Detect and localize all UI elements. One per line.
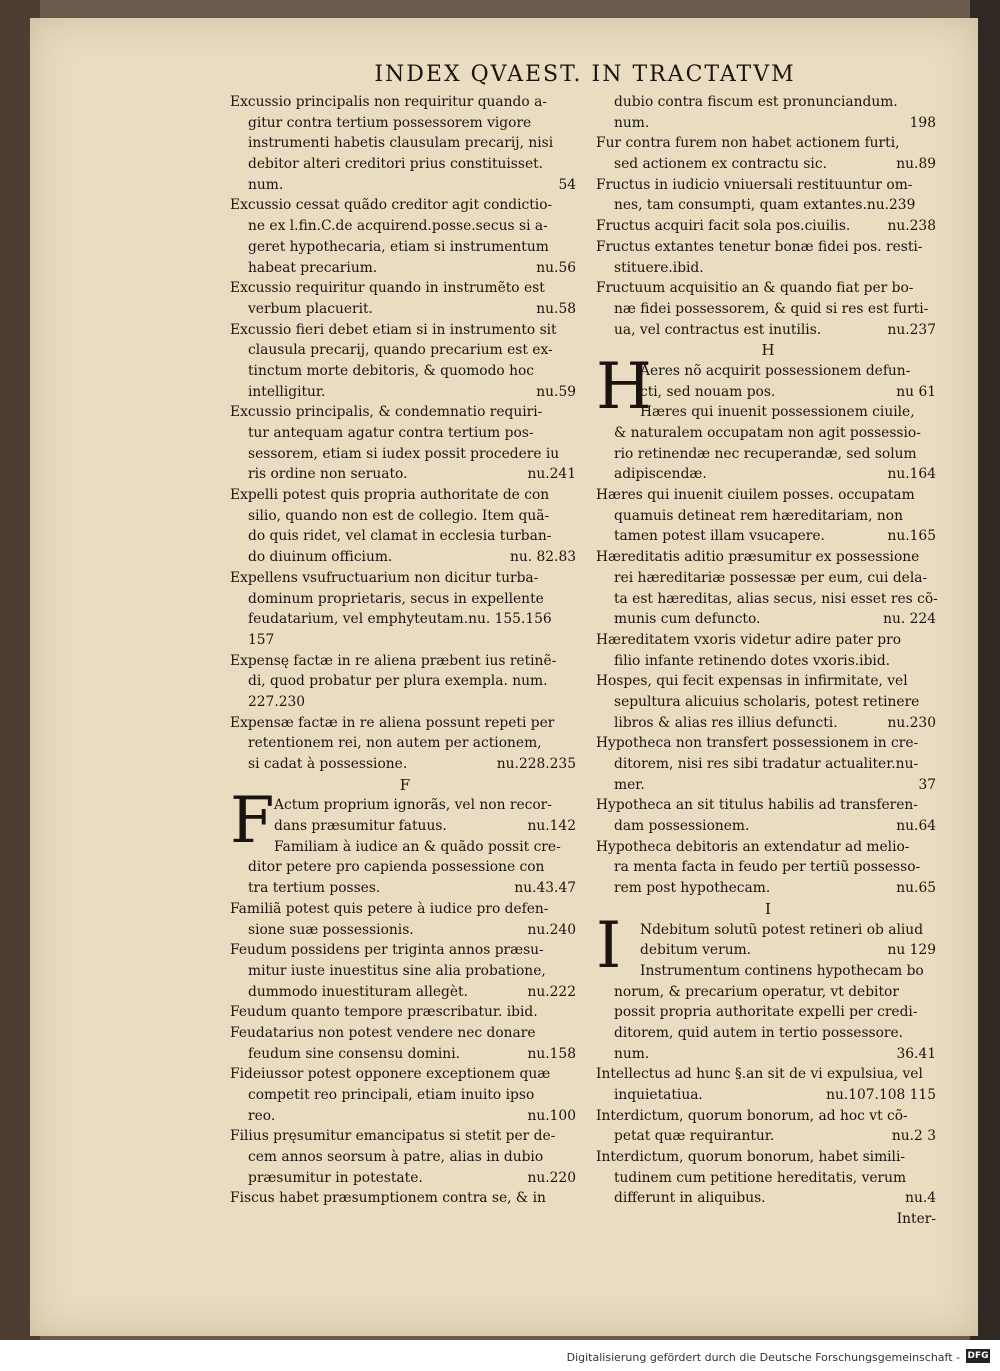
entry-text: cem annos seorsum à patre, alias in dubio bbox=[248, 1149, 544, 1166]
index-line bbox=[230, 258, 580, 279]
entry-text: Excussio principalis non requiritur quando a- bbox=[230, 94, 547, 110]
index-line bbox=[596, 795, 940, 816]
entry-text: mitur iuste inuestitus sine alia probatione, bbox=[248, 962, 546, 979]
index-line bbox=[596, 133, 940, 154]
index-line bbox=[230, 733, 580, 754]
index-line bbox=[596, 195, 940, 216]
entry-reference: nu.240 bbox=[527, 921, 576, 938]
index-line bbox=[596, 1147, 940, 1168]
index-line bbox=[230, 361, 580, 382]
entry-reference: 198 bbox=[909, 114, 936, 131]
entry-text: habeat precarium. bbox=[248, 259, 378, 276]
index-line bbox=[596, 113, 940, 134]
index-line bbox=[596, 1126, 940, 1147]
index-line bbox=[596, 568, 940, 589]
entry-text: Familiã potest quis petere à iudice pro defen- bbox=[230, 900, 549, 917]
entry-reference: nu.64 bbox=[896, 818, 936, 835]
dfg-logo: DFG bbox=[967, 1351, 989, 1361]
index-line bbox=[596, 216, 940, 237]
index-line bbox=[230, 1126, 580, 1147]
entry-text: rem post hypothecam. bbox=[614, 880, 771, 897]
index-line bbox=[596, 402, 940, 423]
index-line bbox=[596, 154, 940, 175]
index-line bbox=[230, 175, 580, 196]
index-line bbox=[230, 713, 580, 734]
entry-text: ua, vel contractus est inutilis. bbox=[614, 321, 822, 338]
entry-text: rei hæreditariæ possessæ per eum, cui dela- bbox=[614, 569, 928, 586]
entry-text: tra tertium posses. bbox=[248, 880, 381, 897]
entry-reference: nu.158 bbox=[527, 1045, 576, 1062]
drop-capital: I bbox=[596, 908, 622, 983]
index-column-left bbox=[230, 92, 580, 1209]
index-line bbox=[230, 1147, 580, 1168]
index-line bbox=[230, 816, 580, 837]
index-line bbox=[596, 982, 940, 1003]
index-line bbox=[230, 1023, 580, 1044]
index-line bbox=[596, 547, 940, 568]
index-line bbox=[596, 857, 940, 878]
entry-text: tudinem cum petitione hereditatis, verum bbox=[614, 1169, 907, 1186]
index-line bbox=[596, 878, 940, 899]
index-line bbox=[230, 837, 580, 858]
entry-text: ris ordine non seruato. bbox=[248, 466, 408, 483]
index-line bbox=[596, 526, 940, 547]
entry-reference: Inter- bbox=[896, 1211, 936, 1228]
entry-text: norum, & precarium operatur, vt debitor bbox=[614, 983, 899, 1000]
entry-text: quamuis detineat rem hæreditariam, non bbox=[614, 507, 903, 524]
index-line bbox=[230, 113, 580, 134]
entry-reference: nu.238 bbox=[887, 218, 936, 235]
index-line bbox=[230, 299, 580, 320]
index-line bbox=[596, 899, 940, 920]
entry-reference: 54 bbox=[558, 176, 576, 193]
entry-text: competit reo principali, etiam inuito ipso bbox=[248, 1087, 535, 1103]
entry-text: Excussio fieri debet etiam si in instrumento sit bbox=[230, 321, 557, 338]
index-line bbox=[230, 526, 580, 547]
index-line bbox=[596, 775, 940, 796]
entry-text: Interdictum, quorum bonorum, ad hoc vt cõ- bbox=[596, 1107, 908, 1124]
entry-text: retentionem rei, non autem per actionem, bbox=[248, 735, 542, 752]
index-line bbox=[596, 1044, 940, 1065]
entry-text: dubio contra fiscum est pronunciandum. bbox=[614, 94, 898, 110]
entry-text: Instrumentum continens hypothecam bo bbox=[640, 962, 924, 979]
entry-text: Expensę factæ in re aliena præbent ius retinẽ- bbox=[230, 652, 557, 669]
index-column-right bbox=[596, 92, 940, 1230]
index-line bbox=[596, 1188, 940, 1209]
index-line bbox=[596, 299, 940, 320]
entry-text: debitor alteri creditori prius constituisset. bbox=[248, 156, 544, 173]
index-line bbox=[230, 1085, 580, 1106]
entry-text: cti, sed nouam pos. bbox=[640, 383, 776, 400]
index-line bbox=[230, 444, 580, 465]
entry-text: Hæres qui inuenit possessionem ciuile, bbox=[640, 404, 915, 421]
entry-reference: nu.2 3 bbox=[891, 1128, 936, 1145]
index-line bbox=[230, 961, 580, 982]
index-line bbox=[230, 630, 580, 651]
entry-text: inquietatiua. bbox=[614, 1087, 703, 1103]
entry-reference: nu.228.235 bbox=[496, 756, 576, 772]
entry-text: di, quod probatur per plura exempla. num. bbox=[248, 673, 548, 690]
index-line bbox=[230, 1064, 580, 1085]
entry-text: feudum sine consensu domini. bbox=[248, 1045, 460, 1062]
index-line bbox=[230, 195, 580, 216]
entry-text: sessorem, etiam si iudex possit procedere iu bbox=[248, 445, 560, 462]
entry-text: F bbox=[399, 775, 411, 794]
entry-reference: nu.230 bbox=[887, 714, 936, 731]
index-line bbox=[230, 775, 580, 796]
entry-text: Feudum quanto tempore præscribatur. ibid. bbox=[230, 1004, 538, 1021]
entry-text: H bbox=[761, 341, 775, 360]
entry-text: rio retinendæ nec recuperandæ, sed solum bbox=[614, 445, 917, 462]
entry-text: Intellectus ad hunc §.an sit de vi expulsiua, vel bbox=[596, 1066, 923, 1083]
entry-text: Hospes, qui fecit expensas in infirmitate, vel bbox=[596, 673, 908, 690]
index-line bbox=[230, 133, 580, 154]
index-line bbox=[596, 630, 940, 651]
index-line bbox=[230, 1188, 580, 1209]
entry-text: sed actionem ex contractu sic. bbox=[614, 156, 827, 173]
page-header: INDEX QVAEST. IN TRACTATVM bbox=[374, 62, 796, 87]
entry-reference: nu.56 bbox=[536, 259, 576, 276]
entry-text: intelligitur. bbox=[248, 383, 326, 400]
entry-reference: nu.100 bbox=[527, 1107, 576, 1124]
entry-reference: nu.89 bbox=[896, 156, 936, 173]
entry-text: ditor petere pro capienda possessione con bbox=[248, 859, 545, 876]
index-line bbox=[230, 671, 580, 692]
index-line bbox=[596, 258, 940, 279]
index-line bbox=[230, 278, 580, 299]
index-line bbox=[230, 609, 580, 630]
index-line bbox=[230, 320, 580, 341]
entry-text: feudatarium, vel emphyteutam.nu. 155.156 bbox=[248, 611, 552, 628]
index-line bbox=[230, 154, 580, 175]
entry-reference: nu 129 bbox=[887, 942, 936, 959]
index-line bbox=[596, 961, 940, 982]
index-line bbox=[230, 651, 580, 672]
entry-text: Hypotheca non transfert possessionem in cre- bbox=[596, 735, 919, 752]
index-line bbox=[596, 816, 940, 837]
entry-text: si cadat à possessione. bbox=[248, 756, 408, 772]
entry-text: num. bbox=[248, 176, 284, 193]
entry-text: mer. bbox=[614, 776, 645, 793]
index-line bbox=[230, 485, 580, 506]
entry-text: Filius pręsumitur emancipatus si stetit per de- bbox=[230, 1128, 556, 1145]
index-line bbox=[596, 692, 940, 713]
entry-text: Actum proprium ignorãs, vel non recor- bbox=[274, 797, 552, 814]
entry-text: tur antequam agatur contra tertium pos- bbox=[248, 425, 534, 441]
entry-text: reo. bbox=[248, 1107, 276, 1124]
entry-text: libros & alias res illius defuncti. bbox=[614, 714, 838, 731]
entry-text: dummodo inuestituram allegèt. bbox=[248, 983, 468, 1000]
index-line bbox=[596, 1002, 940, 1023]
entry-text: Fructuum acquisitio an & quando fiat per bo- bbox=[596, 280, 914, 297]
index-line bbox=[596, 1085, 940, 1106]
index-line bbox=[230, 402, 580, 423]
entry-text: geret hypothecaria, etiam si instrumentum bbox=[248, 238, 549, 255]
entry-text: silio, quando non est de collegio. Item quã- bbox=[248, 507, 550, 524]
entry-text: stituere.ibid. bbox=[614, 259, 704, 276]
index-line bbox=[596, 713, 940, 734]
entry-text: Familiam à iudice an & quãdo possit cre- bbox=[274, 838, 561, 855]
entry-reference: nu.107.108 115 bbox=[826, 1087, 936, 1103]
index-line bbox=[230, 568, 580, 589]
drop-capital: F bbox=[230, 784, 275, 859]
entry-reference: nu.241 bbox=[527, 466, 576, 483]
index-line bbox=[230, 423, 580, 444]
entry-text: munis cum defuncto. bbox=[614, 611, 761, 628]
entry-text: Excussio requiritur quando in instrumẽto est bbox=[230, 280, 545, 297]
entry-text: tamen potest illam vsucapere. bbox=[614, 528, 825, 545]
index-line bbox=[596, 733, 940, 754]
footer-credit: Digitalisierung gefördert durch die Deutsche Forschungsgemeinschaft - bbox=[566, 1351, 960, 1364]
entry-text: ditorem, nisi res sibi tradatur actualiter.nu- bbox=[614, 756, 919, 772]
entry-text: ra menta facta in feudo per tertiũ possesso- bbox=[614, 859, 921, 876]
index-line bbox=[596, 754, 940, 775]
entry-reference: nu.164 bbox=[887, 466, 936, 483]
index-line bbox=[230, 216, 580, 237]
entry-text: gitur contra tertium possessorem vigore bbox=[248, 114, 532, 131]
index-line bbox=[596, 175, 940, 196]
index-line bbox=[230, 340, 580, 361]
entry-reference: nu.4 bbox=[905, 1190, 936, 1207]
index-line bbox=[596, 506, 940, 527]
entry-text: num. bbox=[614, 114, 650, 131]
entry-text: 157 bbox=[248, 631, 275, 648]
entry-reference: nu.58 bbox=[536, 300, 576, 317]
entry-text: Fiscus habet præsumptionem contra se, & in bbox=[230, 1190, 546, 1207]
entry-text: dam possessionem. bbox=[614, 818, 750, 835]
index-line bbox=[230, 464, 580, 485]
index-line bbox=[596, 278, 940, 299]
index-line bbox=[596, 1168, 940, 1189]
entry-text: Hypotheca an sit titulus habilis ad transferen- bbox=[596, 797, 918, 814]
entry-reference: nu.165 bbox=[887, 528, 936, 545]
entry-text: filio infante retinendo dotes vxoris.ibid. bbox=[614, 652, 891, 669]
index-line bbox=[596, 940, 940, 961]
entry-text: clausula precarij, quando precarium est ex- bbox=[248, 342, 553, 359]
entry-text: dans præsumitur fatuus. bbox=[274, 818, 447, 835]
entry-text: instrumenti habetis clausulam precarij, nisi bbox=[248, 135, 554, 152]
entry-text: Fructus extantes tenetur bonæ fidei pos. resti- bbox=[596, 238, 923, 255]
index-line bbox=[230, 857, 580, 878]
entry-text: ta est hæreditas, alias secus, nisi esset res cõ- bbox=[614, 590, 938, 607]
index-line bbox=[230, 878, 580, 899]
index-line bbox=[596, 444, 940, 465]
index-line bbox=[230, 589, 580, 610]
entry-reference: nu.65 bbox=[896, 880, 936, 897]
index-line bbox=[230, 1002, 580, 1023]
index-line bbox=[596, 589, 940, 610]
index-line bbox=[230, 237, 580, 258]
entry-reference: nu.220 bbox=[527, 1169, 576, 1186]
entry-text: Fructus in iudicio vniuersali restituuntur om- bbox=[596, 176, 913, 193]
entry-text: I bbox=[765, 899, 771, 918]
entry-text: sione suæ possessionis. bbox=[248, 921, 414, 938]
entry-text: præsumitur in potestate. bbox=[248, 1169, 423, 1186]
entry-reference: 37 bbox=[918, 776, 936, 793]
entry-text: Aeres nõ acquirit possessionem defun- bbox=[640, 362, 911, 379]
entry-text: dominum proprietaris, secus in expellente bbox=[248, 590, 544, 607]
index-line bbox=[230, 940, 580, 961]
index-line bbox=[230, 754, 580, 775]
entry-reference: 36.41 bbox=[896, 1045, 936, 1062]
entry-text: tinctum morte debitoris, & quomodo hoc bbox=[248, 362, 535, 379]
entry-text: adipiscendæ. bbox=[614, 466, 707, 483]
index-line bbox=[230, 1044, 580, 1065]
entry-text: possit propria authoritate expelli per credi- bbox=[614, 1004, 918, 1021]
index-line bbox=[230, 920, 580, 941]
entry-reference: nu.142 bbox=[527, 818, 576, 835]
index-line bbox=[596, 382, 940, 403]
entry-text: & naturalem occupatam non agit possessio- bbox=[614, 425, 921, 441]
entry-text: Feudum possidens per triginta annos præsu- bbox=[230, 942, 544, 959]
entry-text: verbum placuerit. bbox=[248, 300, 373, 317]
entry-text: Hypotheca debitoris an extendatur ad melio- bbox=[596, 838, 910, 855]
entry-reference: nu. 224 bbox=[883, 611, 936, 628]
index-line bbox=[596, 464, 940, 485]
entry-text: sepultura alicuius scholaris, potest retinere bbox=[614, 693, 920, 710]
index-line bbox=[596, 237, 940, 258]
entry-reference: nu.222 bbox=[527, 983, 576, 1000]
index-line bbox=[596, 1209, 940, 1230]
entry-text: 227.230 bbox=[248, 693, 306, 710]
index-line bbox=[230, 506, 580, 527]
entry-text: Expensæ factæ in re aliena possunt repeti per bbox=[230, 714, 555, 731]
index-line bbox=[596, 320, 940, 341]
entry-text: debitum verum. bbox=[640, 942, 752, 959]
entry-text: Hæreditatis aditio præsumitur ex possessione bbox=[596, 549, 920, 566]
index-line bbox=[230, 899, 580, 920]
entry-text: do quis ridet, vel clamat in ecclesia turban- bbox=[248, 528, 552, 545]
entry-text: Fur contra furem non habet actionem furti, bbox=[596, 135, 900, 152]
index-line bbox=[596, 92, 940, 113]
entry-text: Excussio cessat quãdo creditor agit condictio- bbox=[230, 197, 553, 214]
entry-reference: nu.43.47 bbox=[514, 880, 576, 897]
index-line bbox=[596, 609, 940, 630]
entry-text: næ fidei possessorem, & quid si res est furti- bbox=[614, 300, 929, 317]
index-line bbox=[596, 1023, 940, 1044]
index-line bbox=[230, 1106, 580, 1127]
entry-text: num. bbox=[614, 1045, 650, 1062]
entry-text: Expelli potest quis propria authoritate de con bbox=[230, 487, 550, 504]
entry-text: Feudatarius non potest vendere nec donare bbox=[230, 1024, 536, 1041]
entry-text: nes, tam consumpti, quam extantes.nu.239 bbox=[614, 197, 916, 214]
entry-reference: nu. 82.83 bbox=[509, 549, 576, 566]
entry-text: differunt in aliquibus. bbox=[614, 1190, 766, 1207]
index-line bbox=[596, 837, 940, 858]
index-line bbox=[596, 1106, 940, 1127]
entry-reference: nu 61 bbox=[896, 383, 936, 400]
index-line bbox=[596, 485, 940, 506]
entry-text: Expellens vsufructuarium non dicitur turba- bbox=[230, 569, 539, 586]
entry-text: Interdictum, quorum bonorum, habet simili- bbox=[596, 1149, 906, 1166]
index-line bbox=[596, 423, 940, 444]
drop-capital: H bbox=[596, 349, 652, 424]
index-line bbox=[230, 92, 580, 113]
index-line bbox=[596, 671, 940, 692]
index-line bbox=[596, 1064, 940, 1085]
entry-text: do diuinum officium. bbox=[248, 549, 393, 566]
index-line bbox=[230, 982, 580, 1003]
entry-text: Hæres qui inuenit ciuilem posses. occupatam bbox=[596, 487, 915, 504]
index-line bbox=[230, 1168, 580, 1189]
entry-text: Fideiussor potest opponere exceptionem quæ bbox=[230, 1066, 551, 1083]
entry-reference: nu.59 bbox=[536, 383, 576, 400]
entry-reference: nu.237 bbox=[887, 321, 936, 338]
entry-text: petat quæ requirantur. bbox=[614, 1128, 775, 1145]
index-line bbox=[596, 651, 940, 672]
entry-text: Ndebitum solutũ potest retineri ob aliud bbox=[640, 921, 924, 938]
entry-text: Hæreditatem vxoris videtur adire pater pro bbox=[596, 631, 902, 648]
index-line bbox=[230, 382, 580, 403]
index-line bbox=[230, 692, 580, 713]
index-line bbox=[230, 547, 580, 568]
entry-text: Excussio principalis, & condemnatio requiri- bbox=[230, 404, 543, 421]
entry-text: Fructus acquiri facit sola pos.ciuilis. bbox=[596, 218, 851, 235]
entry-text: ne ex l.fin.C.de acquirend.posse.secus si a- bbox=[248, 218, 548, 235]
entry-text: ditorem, quid autem in tertio possessore. bbox=[614, 1024, 904, 1041]
